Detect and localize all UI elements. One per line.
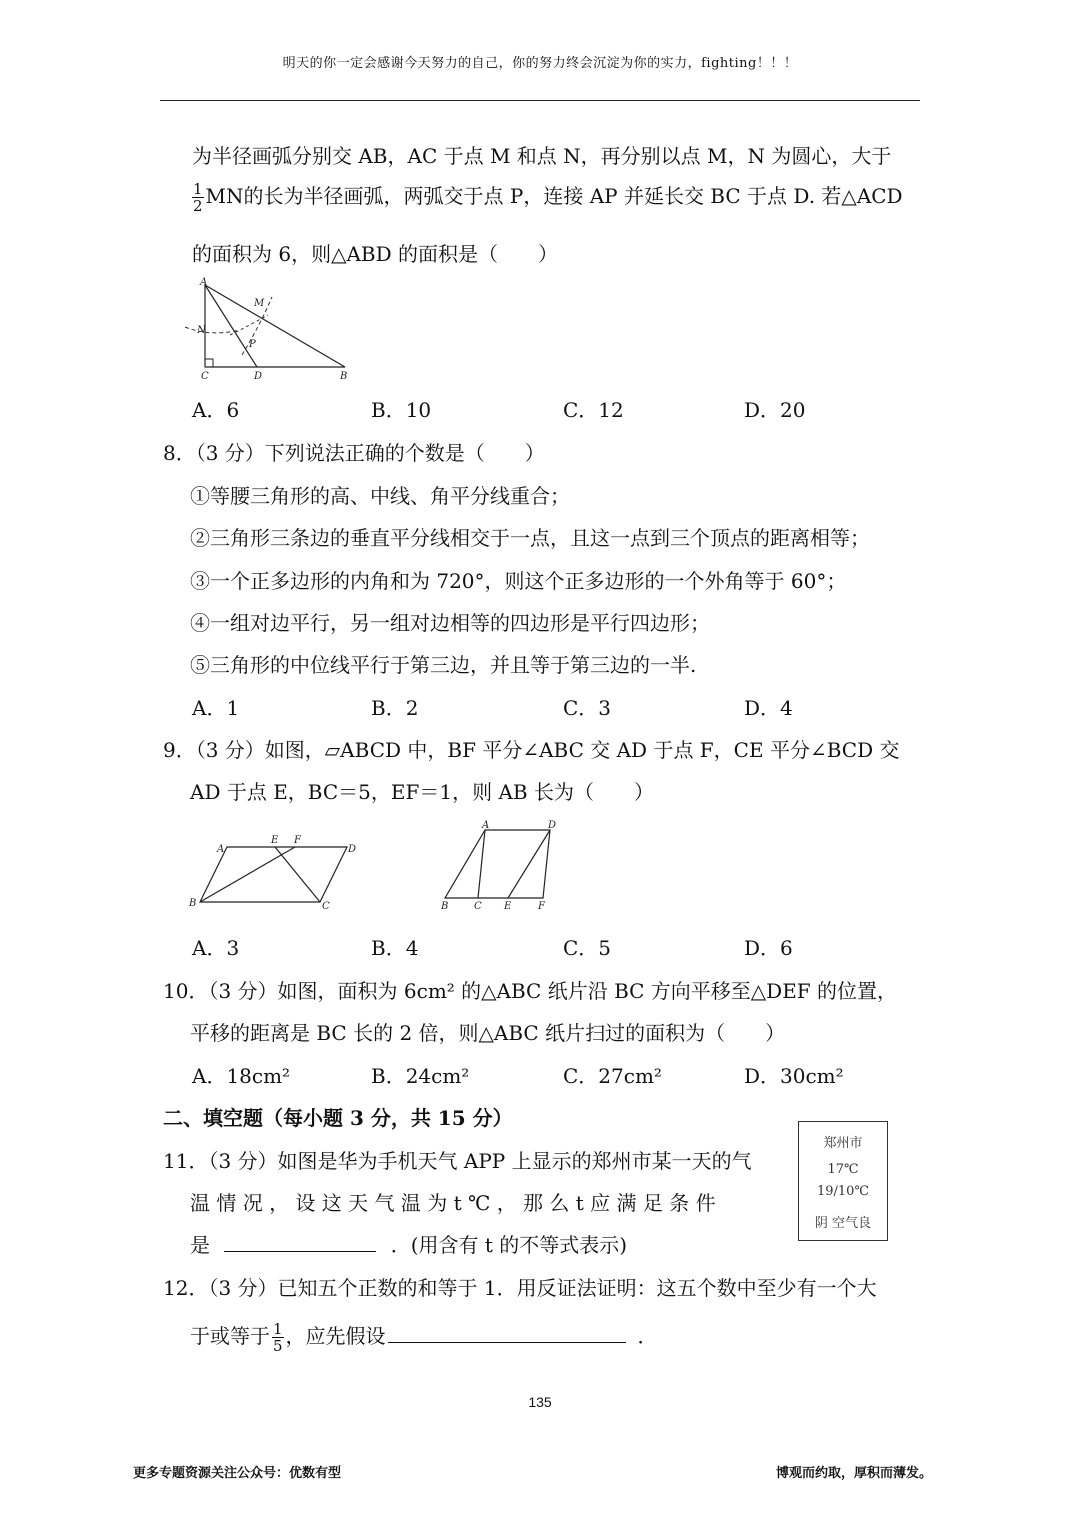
weather-temp-range: 19/10℃ <box>816 1184 869 1199</box>
q7-line2-text: MN的长为半径画弧，两弧交于点 P，连接 AP 并延长交 BC 于点 D. 若△ACD <box>205 184 903 208</box>
q12-answer-blank[interactable] <box>388 1326 626 1343</box>
weather-city: 郑州市 <box>823 1136 863 1151</box>
q9-fig2-label-e: E <box>504 901 512 912</box>
q8-item-2: ②三角形三条边的垂直平分线相交于一点，且这一点到三个顶点的距离相等； <box>190 526 870 550</box>
q9-fig1-label-f: F <box>294 835 301 846</box>
q9-parallelogram-figure-1 <box>185 830 365 915</box>
q9-line1: 9．（3 分）如图，▱ABCD 中，BF 平分∠ABC 交 AD 于点 F，CE 平分∠BCD 交 <box>163 738 900 762</box>
q9-option-d: D．6 <box>744 936 793 960</box>
q8-item-1: ①等腰三角形的高、中线、角平分线重合； <box>190 484 570 508</box>
q8-option-a: A．1 <box>192 696 240 720</box>
q10-option-b: B．24cm² <box>371 1064 470 1088</box>
q8-option-b: B．2 <box>371 696 419 720</box>
q7-line3: 的面积为 6，则△ABD 的面积是（ ） <box>192 242 558 266</box>
q7-fraction <box>192 181 204 214</box>
q12-frac-den: 5 <box>273 1337 283 1355</box>
footer-right: 博观而约取，厚积而薄发。 <box>776 1466 933 1481</box>
q11-answer-blank[interactable] <box>224 1235 376 1252</box>
q11-line3-suffix: ．(用含有 t 的不等式表示) <box>390 1233 628 1257</box>
q10-option-d: D．30cm² <box>744 1064 844 1088</box>
q7-option-c: C．12 <box>563 398 624 422</box>
q9-fig2-label-a: A <box>482 820 490 831</box>
q9-fig1-label-d: D <box>348 844 357 855</box>
q8-item-4: ④一组对边平行，另一组对边相等的四边形是平行四边形； <box>190 611 710 635</box>
q11-line2: 温 情 况 ， 设 这 天 气 温 为 t ℃ ， 那 么 t 应 满 足 条 件 <box>190 1191 716 1215</box>
q12-fraction <box>272 1321 284 1354</box>
q7-label-c: C <box>201 371 209 382</box>
q7-label-a: A <box>200 277 208 288</box>
q12-line2-prefix: 于或等于 <box>190 1324 270 1348</box>
q7-option-d: D．20 <box>744 398 806 422</box>
footer-left: 更多专题资源关注公众号：优数有型 <box>133 1466 342 1481</box>
q9-fig2-label-d: D <box>548 820 557 831</box>
weather-current-temp: 17℃ <box>827 1162 859 1177</box>
q7-line2 <box>190 180 903 214</box>
q7-frac-num: 1 <box>193 180 203 198</box>
q7-option-a: A．6 <box>192 398 240 422</box>
page-number: 135 <box>528 1394 552 1410</box>
q7-triangle-figure <box>180 275 355 385</box>
q8-option-c: C．3 <box>563 696 612 720</box>
q9-fig2-label-b: B <box>441 901 449 912</box>
weather-description: 阴 空气良 <box>814 1216 872 1231</box>
q9-fig1-label-b: B <box>189 898 197 909</box>
q9-fig1-label-c: C <box>322 901 330 912</box>
q9-fig2-label-c: C <box>474 901 482 912</box>
q7-label-p: P <box>249 339 256 350</box>
q10-line1: 10．（3 分）如图，面积为 6cm² 的△ABC 纸片沿 BC 方向平移至△DEF 的位置， <box>163 979 898 1003</box>
q11-line3 <box>190 1229 627 1258</box>
q7-label-m: M <box>254 298 265 309</box>
q10-option-c: C．27cm² <box>563 1064 662 1088</box>
q8-item-3: ③一个正多边形的内角和为 720°，则这个正多边形的一个外角等于 60°； <box>190 569 847 593</box>
q7-option-b: B．10 <box>371 398 432 422</box>
q12-line2-suffix: ． <box>637 1324 658 1348</box>
q9-fig1-label-e: E <box>271 835 279 846</box>
q9-option-a: A．3 <box>192 936 240 960</box>
q10-line2: 平移的距离是 BC 长的 2 倍，则△ABC 纸片扫过的面积为（ ） <box>190 1021 786 1045</box>
q8-item-5: ⑤三角形的中位线平行于第三边，并且等于第三边的一半. <box>190 653 697 677</box>
q9-fig1-label-a: A <box>217 844 225 855</box>
q12-line2 <box>190 1320 658 1354</box>
q9-fig2-label-f: F <box>538 901 545 912</box>
q7-frac-den: 2 <box>193 197 203 215</box>
q11-line3-prefix: 是 <box>190 1233 210 1257</box>
q12-line1: 12．（3 分）已知五个正数的和等于 1．用反证法证明：这五个数中至少有一个大 <box>163 1276 877 1300</box>
q9-option-c: C．5 <box>563 936 612 960</box>
q9-line2: AD 于点 E，BC＝5，EF＝1，则 AB 长为（ ） <box>190 780 654 804</box>
page-header-motto: 明天的你一定会感谢今天努力的自己，你的努力终会沉淀为你的实力，fighting！！！ <box>282 56 798 71</box>
q10-option-a: A．18cm² <box>192 1064 291 1088</box>
q7-label-b: B <box>340 371 348 382</box>
header-rule <box>160 100 920 101</box>
q12-line2-mid: ，应先假设 <box>285 1324 386 1348</box>
q7-label-d: D <box>254 371 263 382</box>
section-heading-fill-in: 二、填空题（每小题 3 分，共 15 分） <box>163 1106 513 1130</box>
q7-line1: 为半径画弧分别交 AB，AC 于点 M 和点 N，再分别以点 M，N 为圆心，大于 <box>192 144 892 168</box>
q9-option-b: B．4 <box>371 936 419 960</box>
q9-parallelogram-figure-2 <box>435 815 565 915</box>
q8-stem: 8．（3 分）下列说法正确的个数是（ ） <box>163 441 545 465</box>
q12-frac-num: 1 <box>273 1320 283 1338</box>
weather-widget-box <box>798 1121 888 1241</box>
q8-option-d: D．4 <box>744 696 793 720</box>
q7-label-n: N <box>197 325 206 336</box>
q11-line1: 11．（3 分）如图是华为手机天气 APP 上显示的郑州市某一天的气 <box>163 1149 752 1173</box>
